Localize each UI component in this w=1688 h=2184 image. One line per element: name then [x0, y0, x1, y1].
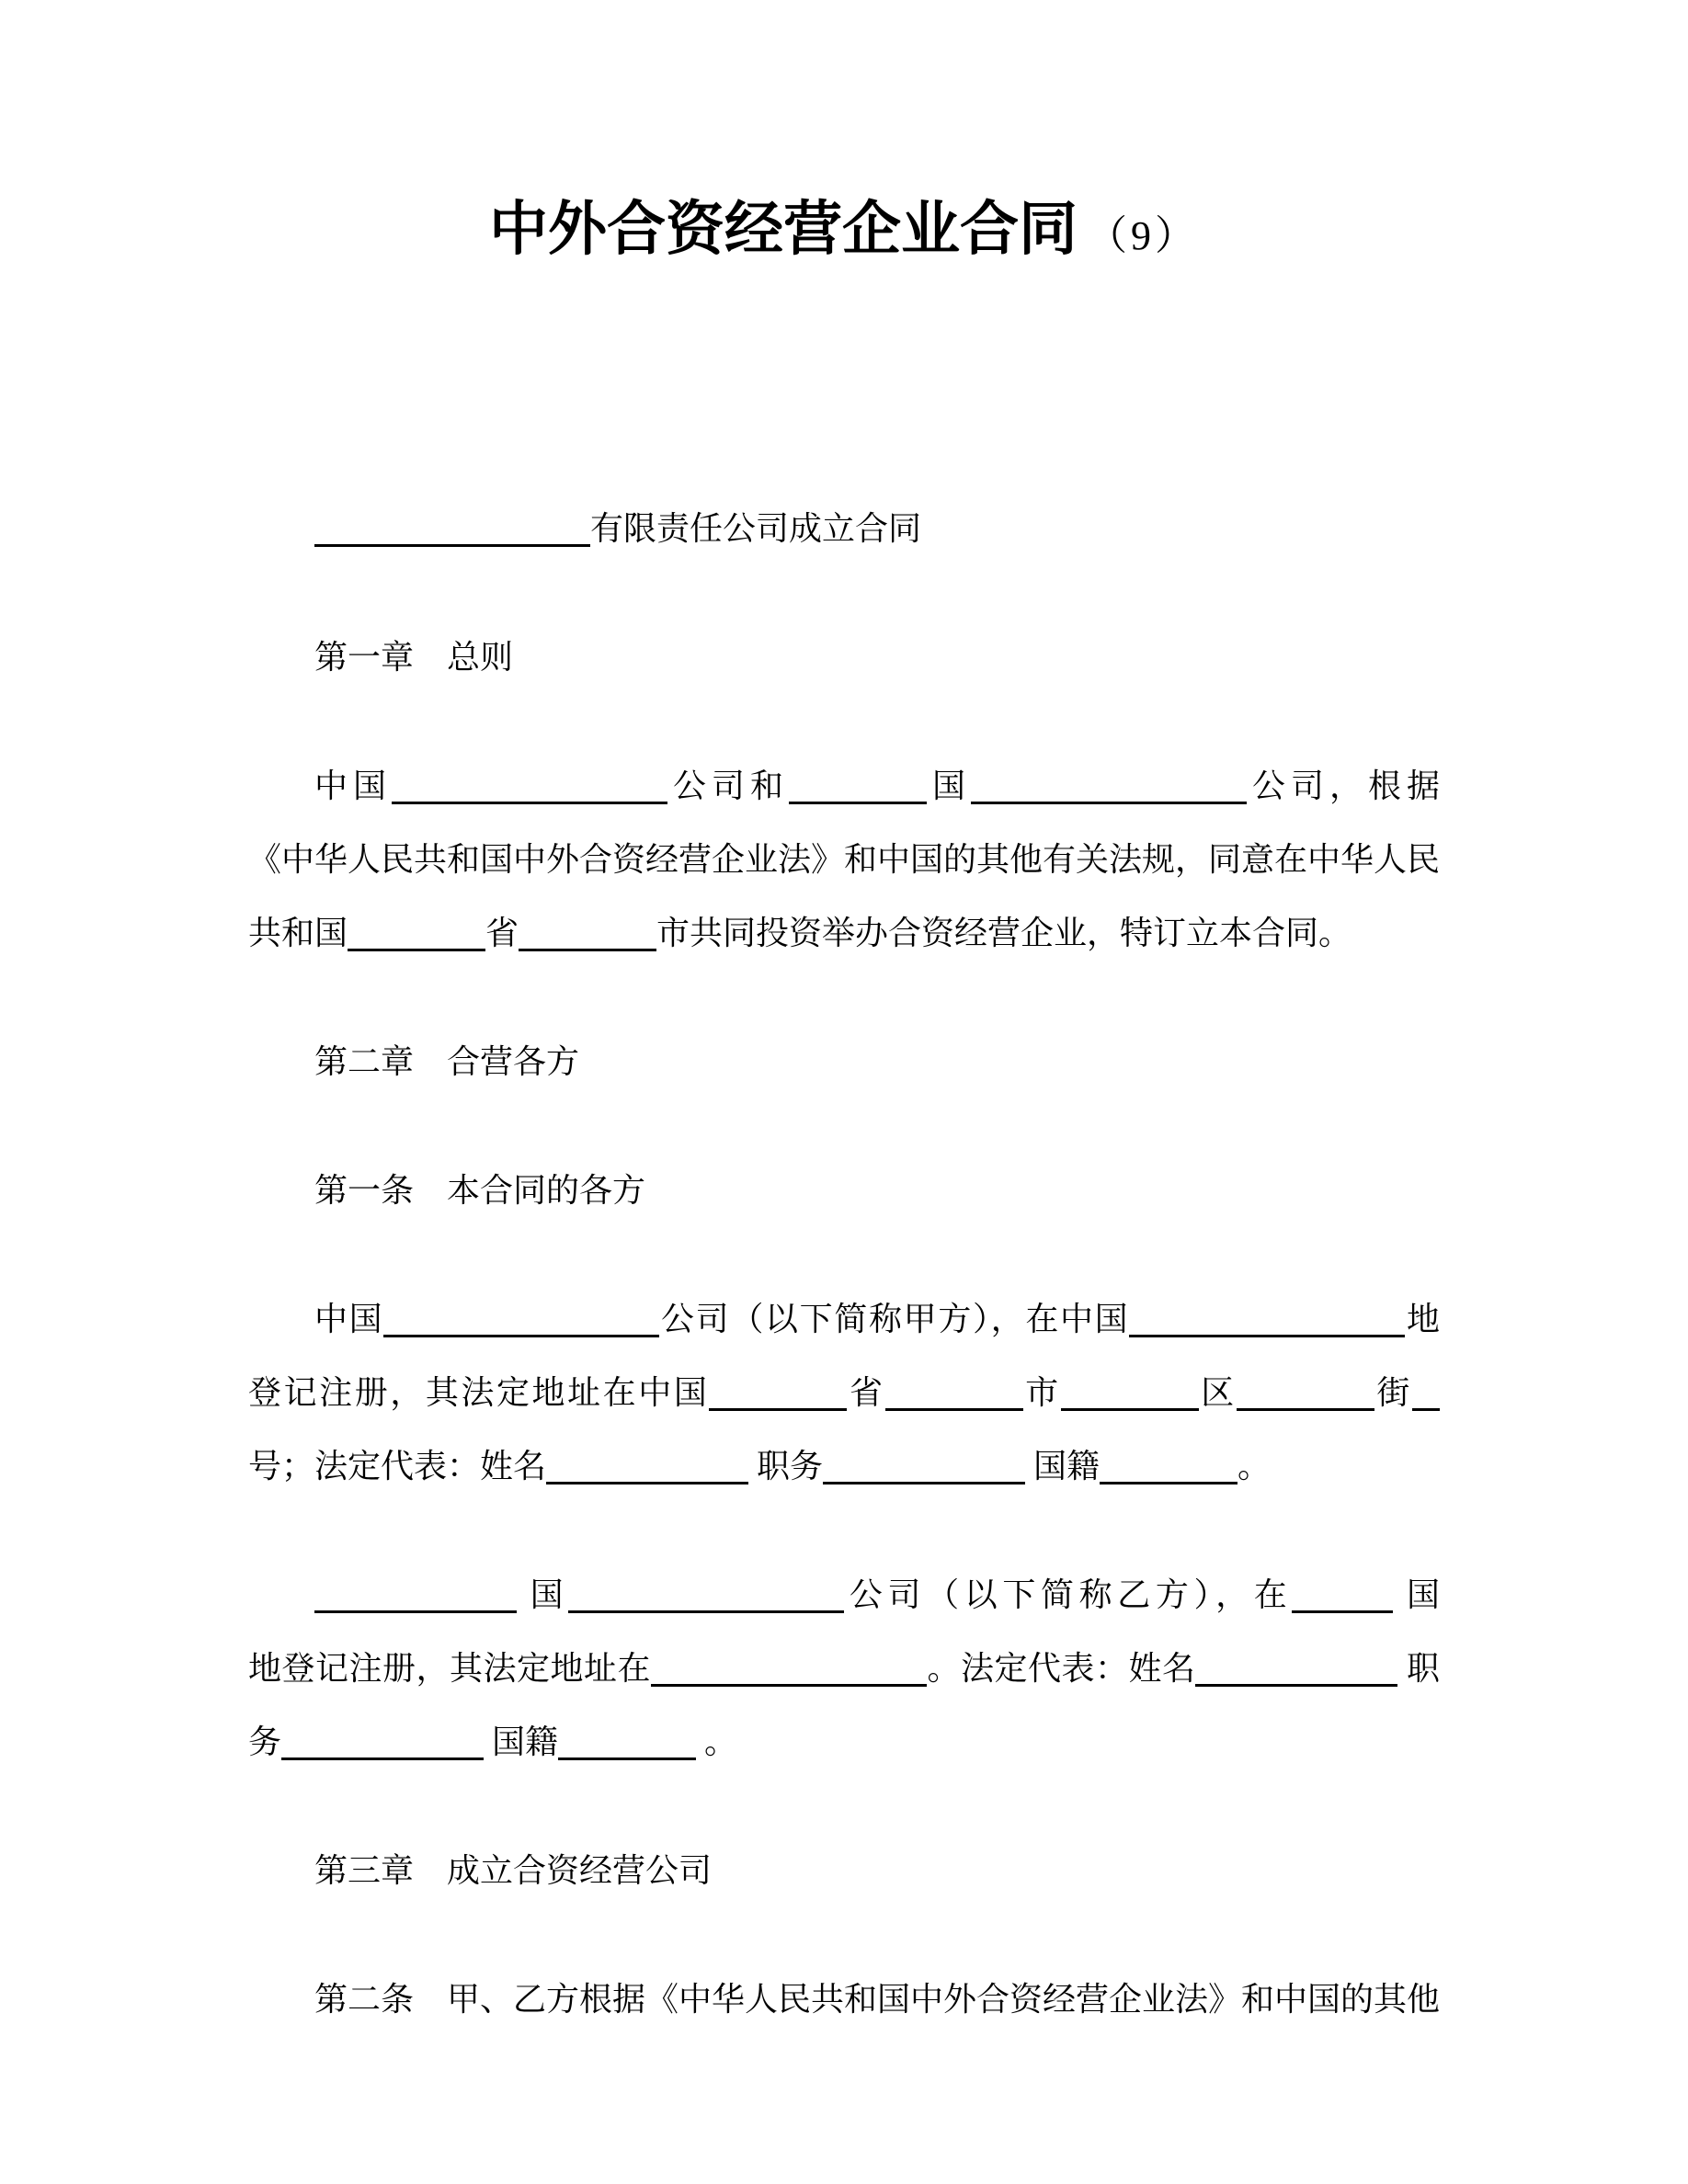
text-run: 。法定代表：姓名: [926, 1649, 1196, 1687]
text-run: 中国: [314, 1300, 384, 1337]
blank-underline-field: [558, 1730, 696, 1760]
document-page: [248, 0, 1440, 2036]
text-run: 国: [1393, 1575, 1440, 1613]
chapter-1-heading: [248, 620, 1440, 694]
text-run: 第三章 成立合资经营公司: [314, 1851, 713, 1889]
title-text: 中外合资经营企业合同: [489, 196, 1078, 264]
blank-underline-field: [1292, 1583, 1393, 1613]
blank-underline-field: [1061, 1381, 1199, 1411]
party-b-line-1: [248, 1558, 1440, 1632]
blank-underline-field: [1195, 1656, 1397, 1687]
blank-underline-field: [1129, 1307, 1405, 1337]
blank-underline-field: [383, 1307, 659, 1337]
text-run: 登记注册，其法定地址在中国: [248, 1373, 710, 1411]
chapter-2-heading: [248, 1025, 1440, 1098]
text-run: 职务: [748, 1447, 824, 1484]
text-run: 职: [1397, 1649, 1440, 1687]
text-run: 公司，根据: [1246, 767, 1440, 804]
text-run: 国籍: [1025, 1447, 1101, 1484]
text-run: 国: [517, 1575, 569, 1613]
blank-underline-field: [314, 1583, 517, 1613]
blank-underline-field: [568, 1583, 844, 1613]
party-b-line-2: [248, 1632, 1440, 1705]
blank-underline-field: [281, 1730, 484, 1760]
blank-underline-field: [348, 921, 485, 951]
text-run: 公司（以下简称乙方），在: [844, 1575, 1293, 1613]
document-body: [248, 492, 1440, 2036]
general-clause-line-2: [248, 823, 1440, 896]
general-clause-line-3: [248, 896, 1440, 970]
title-number: （9）: [1087, 213, 1199, 258]
blank-underline-field: [546, 1454, 748, 1484]
text-run: 省: [847, 1373, 885, 1411]
text-run: 省: [485, 914, 519, 951]
text-run: 地: [1405, 1300, 1440, 1337]
blank-underline-field: [519, 921, 656, 951]
text-run: 第一条 本合同的各方: [314, 1171, 646, 1209]
text-run: 市共同投资举办合资经营企业，特订立本合同。: [656, 914, 1352, 951]
text-run: 第二条 甲、乙方根据《中华人民共和国中外合资经营企业法》和中国的其他: [314, 1980, 1441, 2018]
blank-underline-field: [314, 517, 590, 547]
text-run: 中国: [314, 767, 392, 804]
article-2-line-1: [248, 1962, 1440, 2036]
paragraph: [248, 1962, 1440, 2036]
blank-underline-field: [392, 774, 667, 804]
blank-underline-field: [709, 1381, 847, 1411]
text-run: 共和国: [248, 914, 348, 951]
text-run: 区: [1198, 1373, 1237, 1411]
blank-underline-field: [1237, 1381, 1374, 1411]
text-run: 。: [1237, 1447, 1272, 1484]
blank-underline-field: [651, 1656, 927, 1687]
blank-underline-field: [823, 1454, 1025, 1484]
text-run: 街: [1374, 1373, 1412, 1411]
paragraph: [248, 1154, 1440, 1227]
blank-underline-field: [1412, 1381, 1440, 1411]
chapter-3-heading: [248, 1834, 1440, 1907]
blank-underline-field: [971, 774, 1247, 804]
general-clause-line-1: [248, 749, 1440, 823]
text-run: 第一章 总则: [314, 638, 514, 676]
text-run: 有限责任公司成立合同: [590, 509, 922, 547]
text-run: 国: [926, 767, 971, 804]
text-run: 公司和: [667, 767, 789, 804]
text-run: 公司（以下简称甲方），在中国: [659, 1300, 1130, 1337]
text-run: 国籍: [484, 1723, 559, 1760]
text-run: 地登记注册，其法定地址在: [248, 1649, 651, 1687]
paragraph: [248, 1025, 1440, 1098]
blank-underline-field: [789, 774, 927, 804]
paragraph: [248, 492, 1440, 565]
party-a-line-3: [248, 1429, 1440, 1503]
text-run: 号；法定代表：姓名: [248, 1447, 547, 1484]
blank-underline-field: [885, 1381, 1023, 1411]
blank-underline-field: [1100, 1454, 1237, 1484]
party-a-line-1: [248, 1282, 1440, 1356]
paragraph: [248, 1282, 1440, 1503]
party-b-line-3: [248, 1705, 1440, 1779]
text-run: 务: [248, 1723, 282, 1760]
paragraph: [248, 1834, 1440, 1907]
article-1-heading: [248, 1154, 1440, 1227]
party-a-line-2: [248, 1356, 1440, 1429]
document-title: [248, 0, 1440, 266]
text-run: 第二章 合营各方: [314, 1042, 580, 1080]
text-run: 市: [1022, 1373, 1061, 1411]
paragraph: [248, 749, 1440, 970]
paragraph: [248, 620, 1440, 694]
subtitle-line: [248, 492, 1440, 565]
paragraph: [248, 1558, 1440, 1779]
text-run: 。: [696, 1723, 738, 1760]
text-run: 《中华人民共和国中外合资经营企业法》和中国的其他有关法规，同意在中华人民: [248, 840, 1441, 878]
